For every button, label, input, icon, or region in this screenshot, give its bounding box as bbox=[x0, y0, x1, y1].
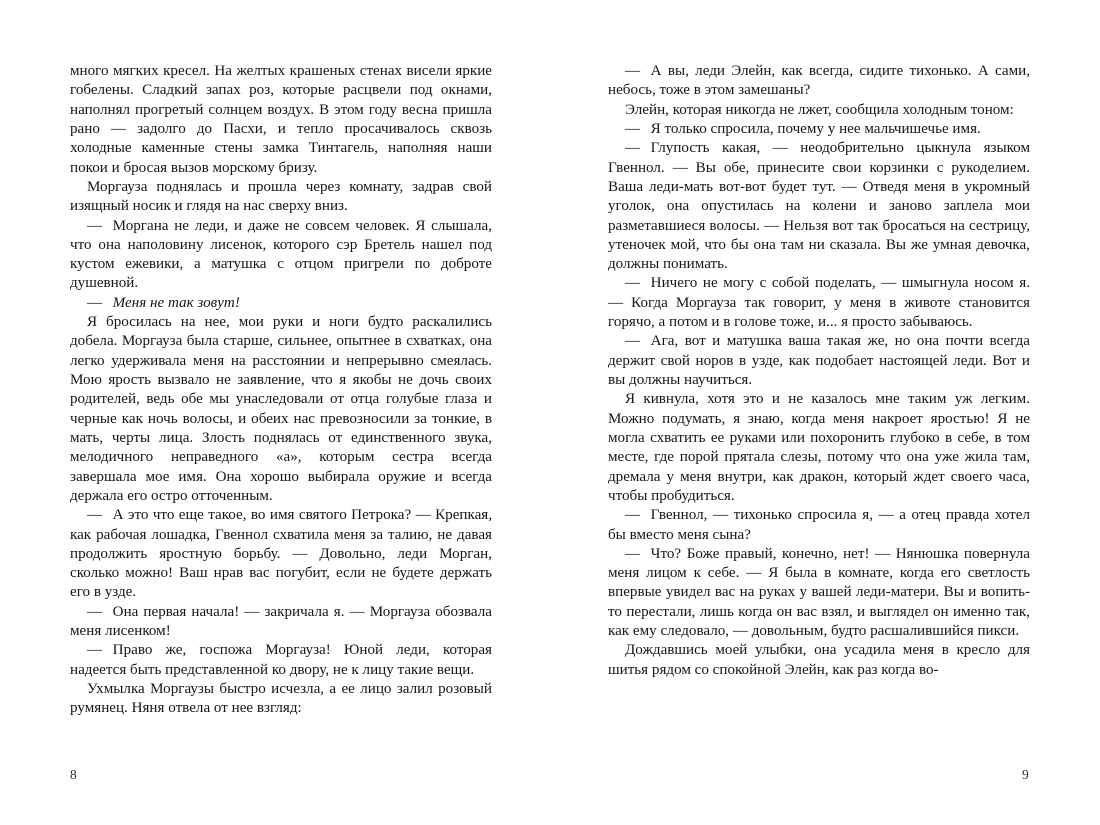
dialogue-dash: — bbox=[87, 294, 103, 311]
dialogue-dash-gap bbox=[640, 121, 651, 137]
dialogue-dash-gap bbox=[102, 218, 113, 234]
paragraph bbox=[608, 139, 1030, 274]
paragraph-text: Я бросилась на нее, мои руки и ноги будто раскалились добела. Моргауза была старше, сильнее, опытнее в схватках, она легко удерживала меня на расстоянии и непрерывно смеялась. Мою ярость вызвало не заявление, что я якобы не дочь своих родителей, ведь обе мы унаследовали от отца голубые глаза и черные как ночь волосы, и обеих нас превозносили за тонкие, в мать, черты лица. Злость поднялась от единственного звука, мелодичного неправедного «а», которым сестра всегда завершала мое имя. Она хорошо выбирала оружие и всегда держала его остро отточенным. bbox=[70, 314, 492, 504]
paragraph bbox=[608, 274, 1030, 332]
dialogue-dash: — bbox=[87, 603, 103, 620]
dialogue-dash-gap bbox=[102, 604, 113, 620]
paragraph-text: А вы, леди Элейн, как всегда, сидите тихонько. А сами, небось, тоже в этом замешаны? bbox=[608, 63, 1030, 99]
paragraph-text: Ничего не могу с собой поделать, — шмыгнула носом я. — Когда Моргауза так говорит, у меня в животе становится горячо, а потом и в голове тоже, и... я просто забываюсь. bbox=[608, 275, 1030, 331]
paragraph-text: Ага, вот и матушка ваша такая же, но она почти всегда держит свой норов в узде, как подобает настоящей леди. Вот и вы должны научиться. bbox=[608, 333, 1030, 388]
left-page-text-column bbox=[70, 62, 492, 754]
dialogue-dash-gap bbox=[640, 333, 651, 349]
paragraph bbox=[608, 62, 1030, 101]
dialogue-dash-gap bbox=[640, 275, 651, 291]
paragraph bbox=[70, 641, 492, 680]
dialogue-dash: — bbox=[625, 507, 641, 524]
dialogue-dash: — bbox=[625, 140, 641, 157]
dialogue-dash: — bbox=[625, 333, 641, 350]
paragraph bbox=[70, 217, 492, 294]
paragraph-text: Что? Боже правый, конечно, нет! — Нянюшка повернула меня лицом к себе. — Я была в комнате, когда его светлость впервые увидел вас на руках у вашей леди-матери. Вы и вопить-то перестали, лишь когда он вас взял, и выглядел он именно так, как ему следовало, — довольным, будто расшалившийся пикси. bbox=[608, 545, 1030, 640]
paragraph-text: Элейн, которая никогда не лжет, сообщила холодным тоном: bbox=[625, 101, 1014, 118]
dialogue-dash-gap bbox=[640, 546, 651, 562]
paragraph bbox=[608, 120, 1030, 139]
paragraph bbox=[70, 294, 492, 313]
paragraph-text: Я только спросила, почему у нее мальчишечье имя. bbox=[650, 120, 981, 137]
page-number-left: 8 bbox=[70, 767, 77, 782]
paragraph bbox=[70, 680, 492, 719]
paragraph bbox=[70, 506, 492, 603]
paragraph bbox=[70, 603, 492, 642]
dialogue-dash-gap bbox=[102, 295, 113, 311]
paragraph-text: Гвеннол, — тихонько спросила я, — а отец правда хотел бы вместо меня сына? bbox=[608, 507, 1030, 543]
paragraph-text: Она первая начала! — закричала я. — Моргауза обозвала меня лисенком! bbox=[70, 603, 492, 640]
dialogue-dash: — bbox=[87, 642, 103, 659]
dialogue-dash-gap bbox=[102, 507, 113, 523]
paragraph-text: Меня не так зовут! bbox=[112, 294, 240, 311]
paragraph-text: Ухмылка Моргаузы быстро исчезла, а ее лицо залил розовый румянец. Няня отвела от нее взгляд: bbox=[70, 681, 492, 717]
dialogue-dash: — bbox=[87, 507, 103, 524]
paragraph bbox=[608, 545, 1030, 642]
paragraph bbox=[608, 101, 1030, 120]
paragraph-text: Моргана не леди, и даже не совсем человек. Я слышала, что она наполовину лисенок, которого сэр Бретель нашел под кустом ежевики, а матушка с отцом пригрели по доброте душевной. bbox=[70, 217, 492, 292]
dialogue-dash: — bbox=[625, 63, 641, 79]
dialogue-dash: — bbox=[625, 545, 641, 562]
paragraph bbox=[70, 62, 492, 178]
dialogue-dash-gap bbox=[640, 63, 651, 79]
dialogue-dash-gap bbox=[640, 140, 651, 156]
paragraph-text: Моргауза поднялась и прошла через комнату, задрав свой изящный носик и глядя на нас сверху вниз. bbox=[70, 178, 492, 215]
right-page-text-column bbox=[608, 62, 1030, 754]
dialogue-dash-gap bbox=[102, 642, 113, 658]
paragraph-text: Дождавшись моей улыбки, она усадила меня в кресло для шитья рядом со спокойной Элейн, как раз когда во- bbox=[608, 642, 1030, 678]
paragraph bbox=[608, 332, 1030, 390]
paragraph bbox=[608, 506, 1030, 545]
dialogue-dash: — bbox=[625, 275, 641, 292]
paragraph-text: Право же, госпожа Моргауза! Юной леди, которая надеется быть представленной ко двору, не к лицу такие вещи. bbox=[70, 642, 492, 678]
paragraph bbox=[608, 390, 1030, 506]
paragraph-text: Глупость какая, — неодобрительно цыкнула языком Гвеннол. — Вы обе, принесите свои корзинки с рукоделием. Ваша леди-мать вот-вот будет тут. — Отведя меня в укромный уголок, она опустилась на колени и заново заплела мои разметавшиеся волосы. — Нельзя вот так бросаться на сестрицу, утеночек мой, что бы она там ни сказала. Вы же умная девочка, должны понимать. bbox=[608, 140, 1030, 273]
page-number-right: 9 bbox=[1022, 767, 1029, 782]
paragraph bbox=[70, 313, 492, 506]
dialogue-dash: — bbox=[87, 217, 103, 234]
paragraph bbox=[70, 178, 492, 217]
paragraph-text: много мягких кресел. На желтых крашеных стенах висели яркие гобелены. Сладкий запах роз, которые расцвели под окнами, наполнял прогретый солнцем воздух. В этом году весна пришла рано — задолго до Пасхи, и тепло просачивалось сквозь холодные каменные стены замка Тинтагель, наполняя наши покои и бросая вызов морскому бризу. bbox=[70, 63, 492, 176]
paragraph-text: А это что еще такое, во имя святого Петрока? — Крепкая, как рабочая лошадка, Гвеннол схватила меня за талию, не давая продолжить яростную борьбу. — Довольно, леди Морган, сколько можно! Ваш нрав вас погубит, если не будете держать его в узде. bbox=[70, 507, 492, 601]
dialogue-dash-gap bbox=[640, 507, 651, 523]
paragraph-text: Я кивнула, хотя это и не казалось мне таким уж легким. Можно подумать, я знаю, когда меня накроет яростью! Я не могла схватить ее руками или похоронить глубоко в себе, в том месте, где порой прятала слезы, потому что она уже жила там, дремала у меня внутри, как дракон, который ждет своего часа, чтобы пробудиться. bbox=[608, 391, 1030, 504]
paragraph bbox=[608, 641, 1030, 680]
dialogue-dash: — bbox=[625, 120, 641, 137]
